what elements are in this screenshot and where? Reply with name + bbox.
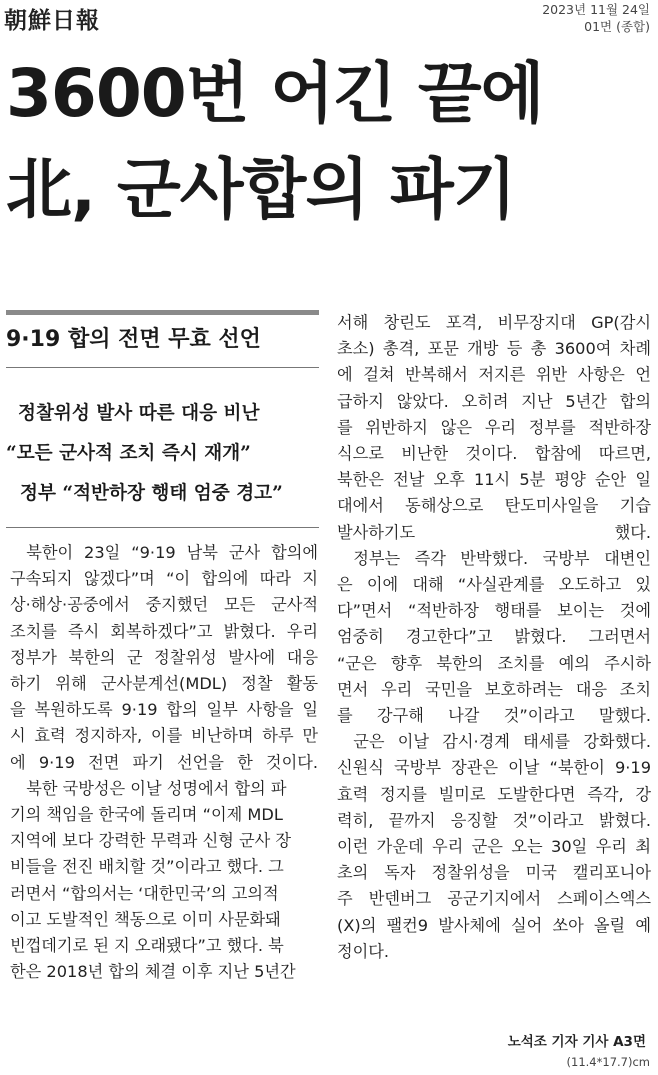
text-line: 초의 독자 정찰위성을 미국 캘리포니아 — [337, 863, 651, 883]
text-line: 에 걸쳐 반복해서 저지른 위반 사항은 언 — [337, 365, 651, 385]
publish-date: 2023년 11월 24일 — [542, 2, 650, 17]
text-line: 비들을 전진 배치할 것”이라고 했다. 그 — [10, 857, 284, 877]
text-line: 한은 2018년 합의 체결 이후 지난 5년간 — [10, 962, 296, 982]
newspaper-masthead: 朝鮮日報 — [4, 7, 100, 34]
text-line: 에 9·19 전면 파기 선언을 한 것이다. — [10, 752, 318, 772]
text-line: 엄중히 경고한다”고 밝혔다. 그러면서 — [337, 627, 651, 647]
text-line: “군은 향후 북한의 조치를 예의 주시하 — [337, 653, 651, 673]
paragraph — [10, 776, 318, 986]
text-line: 를 위반하지 않은 우리 정부를 적반하장 — [337, 417, 651, 437]
text-line: 북한 국방성은 이날 성명에서 합의 파 — [26, 778, 287, 798]
text-line: 러면서 “합의서는 ‘대한민국’의 고의적 — [10, 883, 279, 903]
text-line: 정부가 북한의 군 정찰위성 발사에 대응 — [10, 647, 318, 667]
text-line: 은 이에 대해 “사실관계를 오도하고 있 — [337, 575, 651, 595]
text-line: 지역에 보다 강력한 무력과 신형 군사 장 — [10, 831, 292, 851]
deck — [6, 394, 319, 514]
text-line: 상·해상·공중에서 중지했던 모든 군사적 — [10, 595, 318, 615]
text-line: 을 복원하도록 9·19 합의 일부 사항을 일 — [10, 700, 318, 720]
text-line: 발사하기도 했다. — [337, 522, 651, 542]
text-line: 정부는 즉각 반박했다. 국방부 대변인 — [353, 548, 651, 568]
byline: 노석조 기자 기사 A3면 — [507, 1034, 646, 1050]
text-line: 서해 창린도 포격, 비무장지대 GP(감시 — [337, 313, 651, 332]
text-line: 시 효력 정지하자, 이를 비난하며 하루 만 — [10, 726, 318, 746]
text-line: 력히, 끝까지 응징할 것”이라고 밝혔다. — [337, 810, 651, 830]
text-line: 다”면서 “적반하장 행태를 보이는 것에 — [337, 601, 651, 621]
text-line: (X)의 팰컨9 발사체에 실어 쏘아 올릴 예 — [337, 915, 651, 935]
text-line: 북한은 전날 오후 11시 5분 평양 순안 일 — [337, 470, 651, 490]
text-line: 효력 정지를 빌미로 도발한다면 즉각, 강 — [337, 784, 651, 804]
article-column-right — [337, 310, 651, 965]
article-column-left — [10, 540, 318, 985]
text-line: 정이다. — [337, 941, 390, 961]
text-line: 군은 이날 감시·경계 태세를 강화했다. — [353, 732, 651, 752]
paragraph — [10, 540, 318, 776]
page-section: 01면 (종합) — [584, 19, 650, 34]
text-line: 기의 책임을 한국에 돌리며 “이제 MDL — [10, 805, 283, 825]
text-line: 주 반덴버그 공군기지에서 스페이스엑스 — [337, 889, 651, 909]
text-line: 북한이 23일 “9·19 남북 군사 합의에 — [26, 543, 318, 562]
deck-line-3: 정부 “적반하장 행태 엄중 경고” — [20, 483, 283, 504]
deck-line-2: “모든 군사적 조치 즉시 재개” — [6, 443, 251, 464]
text-line: 식으로 비난한 것이다. 합참에 따르면, — [337, 444, 651, 464]
text-line: 구속되지 않겠다”며 “이 합의에 따라 지 — [10, 569, 318, 589]
paragraph — [337, 310, 651, 546]
divider-bottom — [6, 527, 319, 528]
headline-line-2: 北, 군사합의 파기 — [6, 151, 516, 228]
headline-line-1: 3600번 어긴 끝에 — [6, 55, 544, 132]
headline — [6, 46, 654, 238]
deck-line-1: 정찰위성 발사 따른 대응 비난 — [18, 403, 260, 424]
text-line: 신원식 국방부 장관은 이날 “북한이 9·19 — [337, 758, 651, 778]
text-line: 면서 우리 국민을 보호하려는 대응 조치 — [337, 679, 651, 699]
divider-top — [6, 367, 319, 368]
text-line: 대에서 동해상으로 탄도미사일을 기습 — [337, 496, 651, 516]
text-line: 이고 도발적인 책동으로 이미 사문화돼 — [10, 909, 281, 929]
subtitle: 9·19 합의 전면 무효 선언 — [6, 327, 261, 352]
paragraph — [337, 546, 651, 729]
article-size-note: (11.4*17.7)cm — [566, 1055, 650, 1069]
text-line: 조치를 즉시 회복하겠다”고 밝혔다. 우리 — [10, 621, 318, 641]
subtitle-bar — [6, 310, 319, 315]
text-line: 이런 가운데 우리 군은 오는 30일 우리 최 — [337, 837, 651, 857]
text-line: 초소) 총격, 포문 개방 등 총 3600여 차례 — [337, 339, 651, 359]
text-line: 하기 위해 군사분계선(MDL) 정찰 활동 — [10, 674, 318, 694]
text-line: 를 강구해 나갈 것”이라고 말했다. — [337, 706, 651, 726]
text-line: 빈껍데기로 된 지 오래됐다”고 했다. 북 — [10, 936, 284, 956]
text-line: 급하지 않았다. 오히려 지난 5년간 합의 — [337, 391, 651, 411]
paragraph — [337, 729, 651, 965]
dateline — [542, 1, 650, 35]
